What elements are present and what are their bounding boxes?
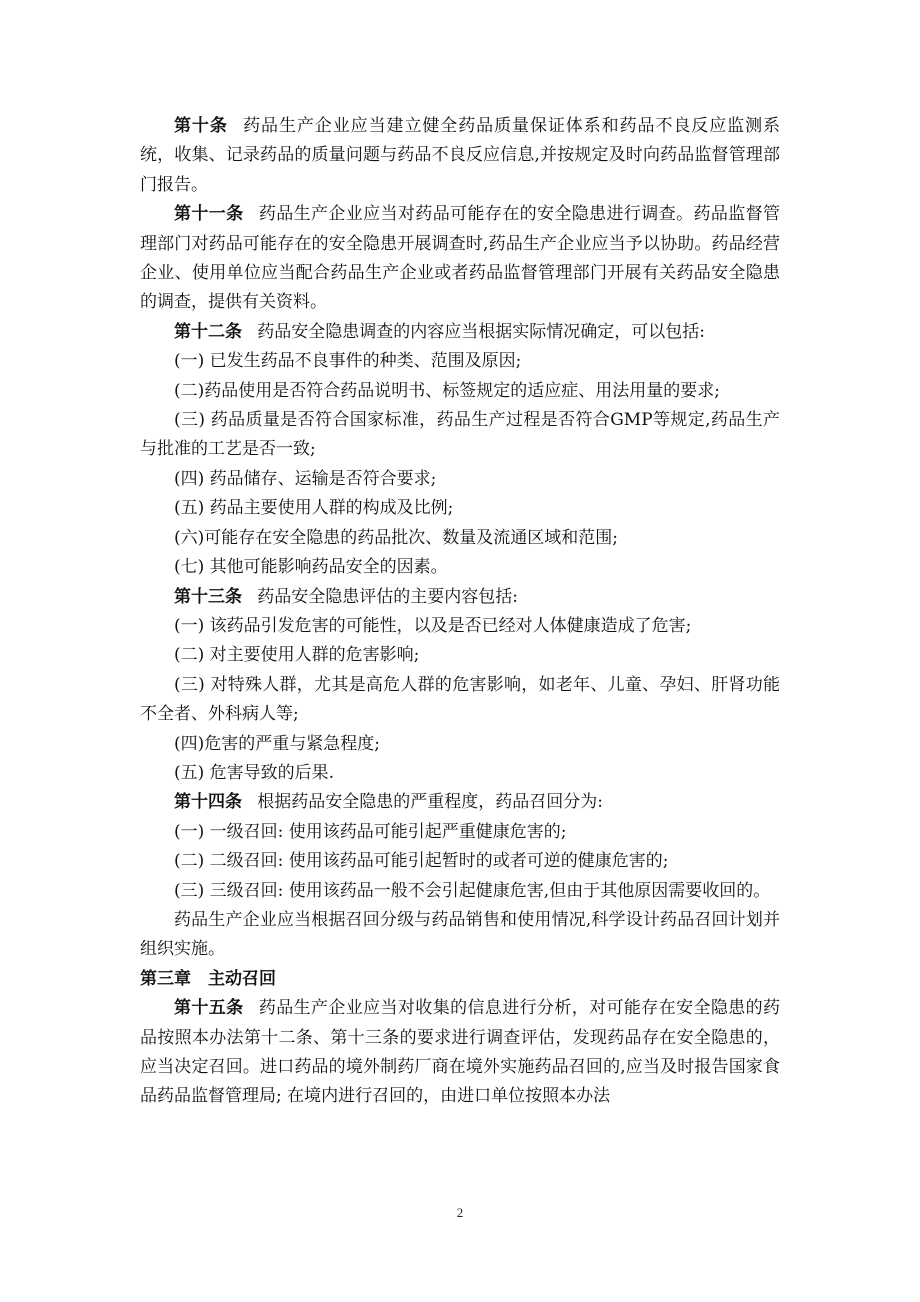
article-label: 第十条 [174, 116, 228, 136]
article-text: 根据药品安全隐患的严重程度，药品召回分为: [257, 792, 604, 813]
article-14-closing: 药品生产企业应当根据召回分级与药品销售和使用情况,科学设计药品召回计划并组织实施。 [140, 909, 780, 960]
article-label: 第十二条 [174, 321, 242, 342]
list-item: (四)危害的严重与紧急程度; [174, 733, 380, 754]
article-label: 第十三条 [174, 586, 242, 607]
article-label: 第十五条 [174, 998, 244, 1019]
article-text: 药品安全隐患评估的主要内容包括: [257, 586, 519, 607]
article-label: 第十四条 [174, 792, 242, 813]
list-item: (一) 该药品引发危害的可能性，以及是否已经对人体健康造成了危害; [174, 615, 692, 636]
article-11 [140, 200, 780, 318]
article-text: 药品生产企业应当对药品可能存在的安全隐患进行调查。药品监督管理部门对药品可能存在的安全隐患开展调查时,药品生产企业应当予以协助。药品经营企业、使用单位应当配合药品生产企业或者药品监督管理部门开展有关药品安全隐患的调查，提供有关资料。 [140, 204, 781, 313]
list-item: (四) 药品储存、运输是否符合要求; [174, 468, 437, 489]
list-item: (七) 其他可能影响药品安全的因素。 [174, 557, 448, 578]
list-item: (二) 对主要使用人群的危害影响; [174, 645, 420, 666]
article-15 [140, 994, 780, 1112]
list-item: (二) 二级召回: 使用该药品可能引起暂时的或者可逆的健康危害的; [174, 851, 669, 872]
page-number: 2 [456, 1205, 464, 1220]
chapter-heading [140, 965, 780, 994]
article-text: 药品生产企业应当建立健全药品质量保证体系和药品不良反应监测系统，收集、记录药品的质量问题与药品不良反应信息,并按规定及时向药品监督管理部门报告。 [140, 116, 781, 195]
article-12 [140, 318, 780, 347]
article-text: 药品生产企业应当对收集的信息进行分析，对可能存在安全隐患的药品按照本办法第十二条、第十三条的要求进行调查评估，发现药品存在安全隐患的，应当决定召回。进口药品的境外制药厂商在境外实施药品召回的,应当及时报告国家食品药品监督管理局; 在境内进行召回的，由进口单位按照本办法 [140, 998, 781, 1107]
list-item: (一) 已发生药品不良事件的种类、范围及原因; [174, 351, 522, 372]
list-item: (三) 对特殊人群，尤其是高危人群的危害影响，如老年、儿童、孕妇、肝肾功能不全者、外科病人等; [140, 674, 780, 725]
article-text: 药品安全隐患调查的内容应当根据实际情况确定，可以包括: [257, 321, 706, 342]
list-item: (三) 三级召回: 使用该药品一般不会引起健康危害,但由于其他原因需要收回的。 [174, 880, 771, 901]
article-14 [140, 788, 780, 817]
list-item: (三) 药品质量是否符合国家标准，药品生产过程是否符合GMP等规定,药品生产与批准的工艺是否一致; [140, 410, 780, 460]
list-item: (二)药品使用是否符合药品说明书、标签规定的适应症、用法用量的要求; [174, 380, 720, 401]
article-10 [140, 112, 780, 200]
article-13 [140, 583, 780, 612]
chapter-title: 主动召回 [208, 968, 276, 989]
list-item: (五) 危害导致的后果. [174, 762, 335, 783]
chapter-number: 第三章 [140, 968, 191, 989]
list-item: (一) 一级召回: 使用该药品可能引起严重健康危害的; [174, 821, 567, 842]
list-item: (五) 药品主要使用人群的构成及比例; [174, 498, 454, 519]
document-body [140, 112, 780, 1112]
list-item: (六)可能存在安全隐患的药品批次、数量及流通区域和范围; [174, 527, 618, 548]
article-label: 第十一条 [174, 204, 244, 225]
